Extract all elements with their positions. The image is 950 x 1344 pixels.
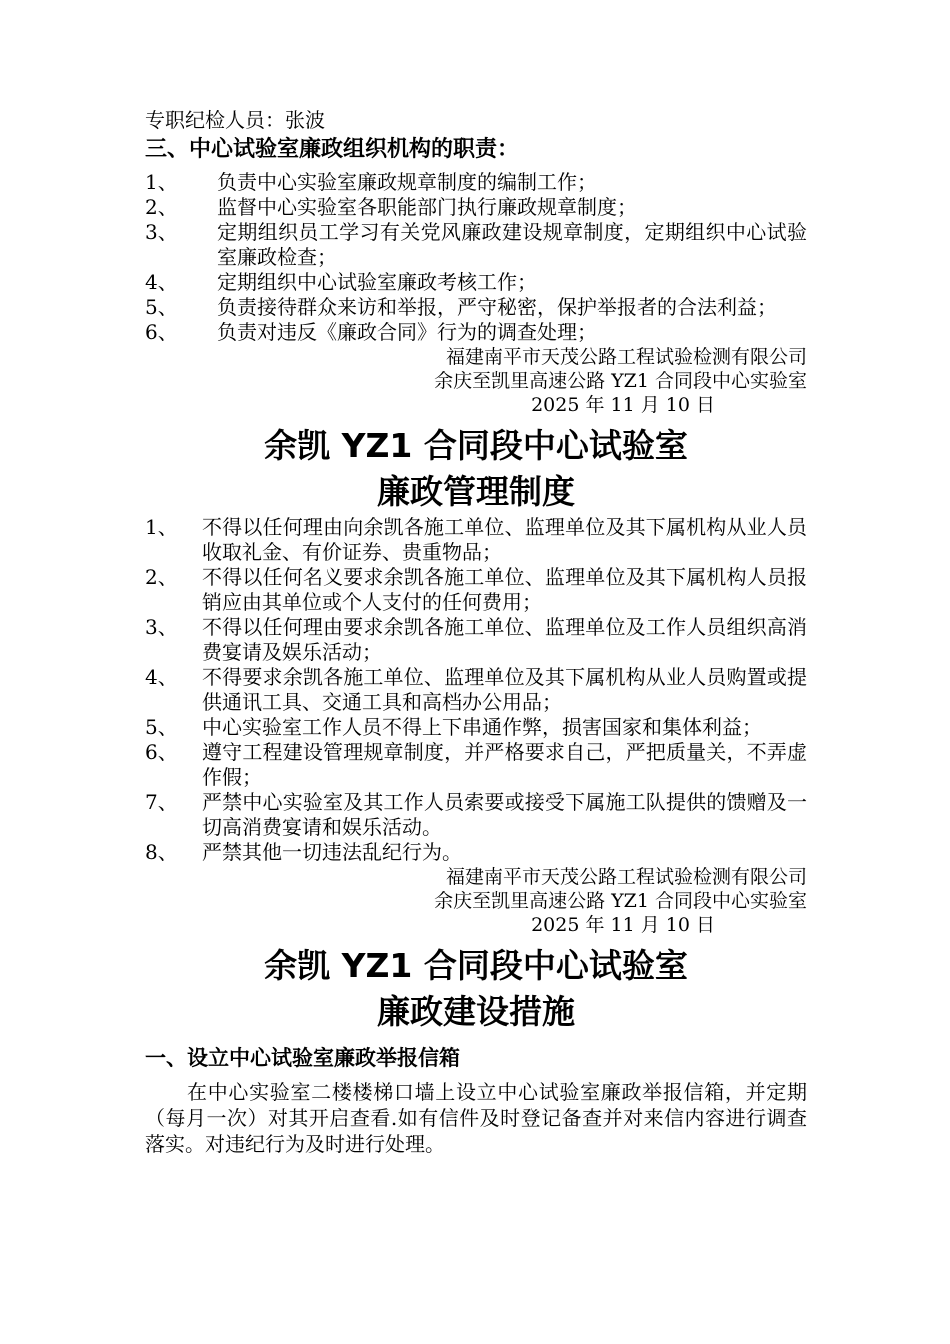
signature-date: 2025 年 11 月 10 日	[531, 394, 715, 416]
item-number: 8、	[145, 840, 178, 864]
item-number: 4、	[145, 270, 178, 294]
duties-list	[145, 170, 807, 345]
item-text: 负责对违反《廉政合同》行为的调查处理；	[217, 320, 597, 344]
item-number: 6、	[145, 740, 178, 764]
item-number: 6、	[145, 320, 178, 344]
section3-heading: 三、中心试验室廉政组织机构的职责：	[145, 137, 520, 162]
list-item	[145, 790, 807, 840]
item-number: 5、	[145, 295, 178, 319]
signature-date: 2025 年 11 月 10 日	[531, 914, 715, 936]
item-number: 3、	[145, 615, 178, 639]
item-text: 中心实验室工作人员不得上下串通作弊，损害国家和集体利益；	[202, 715, 762, 739]
item-text: 严禁其他一切违法乱纪行为。	[202, 840, 462, 864]
doc3-title-line1: 余凯 YZ1 合同段中心试验室	[264, 946, 688, 985]
list-item	[145, 615, 807, 665]
item-number: 4、	[145, 665, 178, 689]
item-number: 7、	[145, 790, 178, 814]
list-item	[145, 840, 807, 865]
item-text: 遵守工程建设管理规章制度，并严格要求自己，严把质量关，不弄虚作假；	[202, 740, 807, 789]
list-item	[145, 565, 807, 615]
list-item	[145, 320, 807, 345]
item-text: 不得以任何理由向余凯各施工单位、监理单位及其下属机构从业人员收取礼金、有价证券、贵重物品；	[202, 515, 807, 564]
doc2-title-line2: 廉政管理制度	[377, 472, 575, 511]
rules-list	[145, 515, 807, 865]
list-item	[145, 515, 807, 565]
list-item	[145, 665, 807, 715]
list-item	[145, 295, 807, 320]
item-text: 定期组织中心试验室廉政考核工作；	[217, 270, 537, 294]
doc2-title-line1: 余凯 YZ1 合同段中心试验室	[264, 426, 688, 465]
item-number: 3、	[145, 220, 178, 244]
item-number: 1、	[145, 515, 178, 539]
signature-company: 福建南平市天茂公路工程试验检测有限公司	[445, 866, 807, 888]
section1-heading: 一、设立中心试验室廉政举报信箱	[145, 1046, 460, 1070]
list-item	[145, 170, 807, 195]
item-number: 1、	[145, 170, 178, 194]
item-text: 严禁中心实验室及其工作人员索要或接受下属施工队提供的馈赠及一切高消费宴请和娱乐活动。	[202, 790, 807, 839]
item-number: 5、	[145, 715, 178, 739]
item-text: 定期组织员工学习有关党风廉政建设规章制度，定期组织中心试验室廉政检查；	[217, 220, 807, 269]
list-item	[145, 740, 807, 790]
signature-department: 余庆至凯里高速公路 YZ1 合同段中心实验室	[434, 370, 807, 392]
doc3-title-line2: 廉政建设措施	[377, 992, 575, 1031]
disciplinary-staff-line: 专职纪检人员：张波	[145, 108, 325, 132]
list-item	[145, 715, 807, 740]
signature-department: 余庆至凯里高速公路 YZ1 合同段中心实验室	[434, 890, 807, 912]
list-item	[145, 195, 807, 220]
signature-company: 福建南平市天茂公路工程试验检测有限公司	[445, 346, 807, 368]
item-text: 负责接待群众来访和举报，严守秘密，保护举报者的合法利益；	[217, 295, 777, 319]
item-number: 2、	[145, 565, 178, 589]
item-number: 2、	[145, 195, 178, 219]
item-text: 监督中心实验室各职能部门执行廉政规章制度；	[217, 195, 637, 219]
item-text: 不得以任何理由要求余凯各施工单位、监理单位及工作人员组织高消费宴请及娱乐活动；	[202, 615, 807, 664]
list-item	[145, 220, 807, 270]
item-text: 负责中心实验室廉政规章制度的编制工作；	[217, 170, 597, 194]
list-item	[145, 270, 807, 295]
item-text: 不得以任何名义要求余凯各施工单位、监理单位及其下属机构人员报销应由其单位或个人支付的任何费用；	[202, 565, 807, 614]
item-text: 不得要求余凯各施工单位、监理单位及其下属机构从业人员购置或提供通讯工具、交通工具和高档办公用品；	[202, 665, 807, 714]
document-page	[145, 108, 807, 1157]
section1-paragraph: 在中心实验室二楼楼梯口墙上设立中心试验室廉政举报信箱，并定期（每月一次）对其开启查看.如有信件及时登记备查并对来信内容进行调查落实。对违纪行为及时进行处理。	[145, 1080, 807, 1156]
